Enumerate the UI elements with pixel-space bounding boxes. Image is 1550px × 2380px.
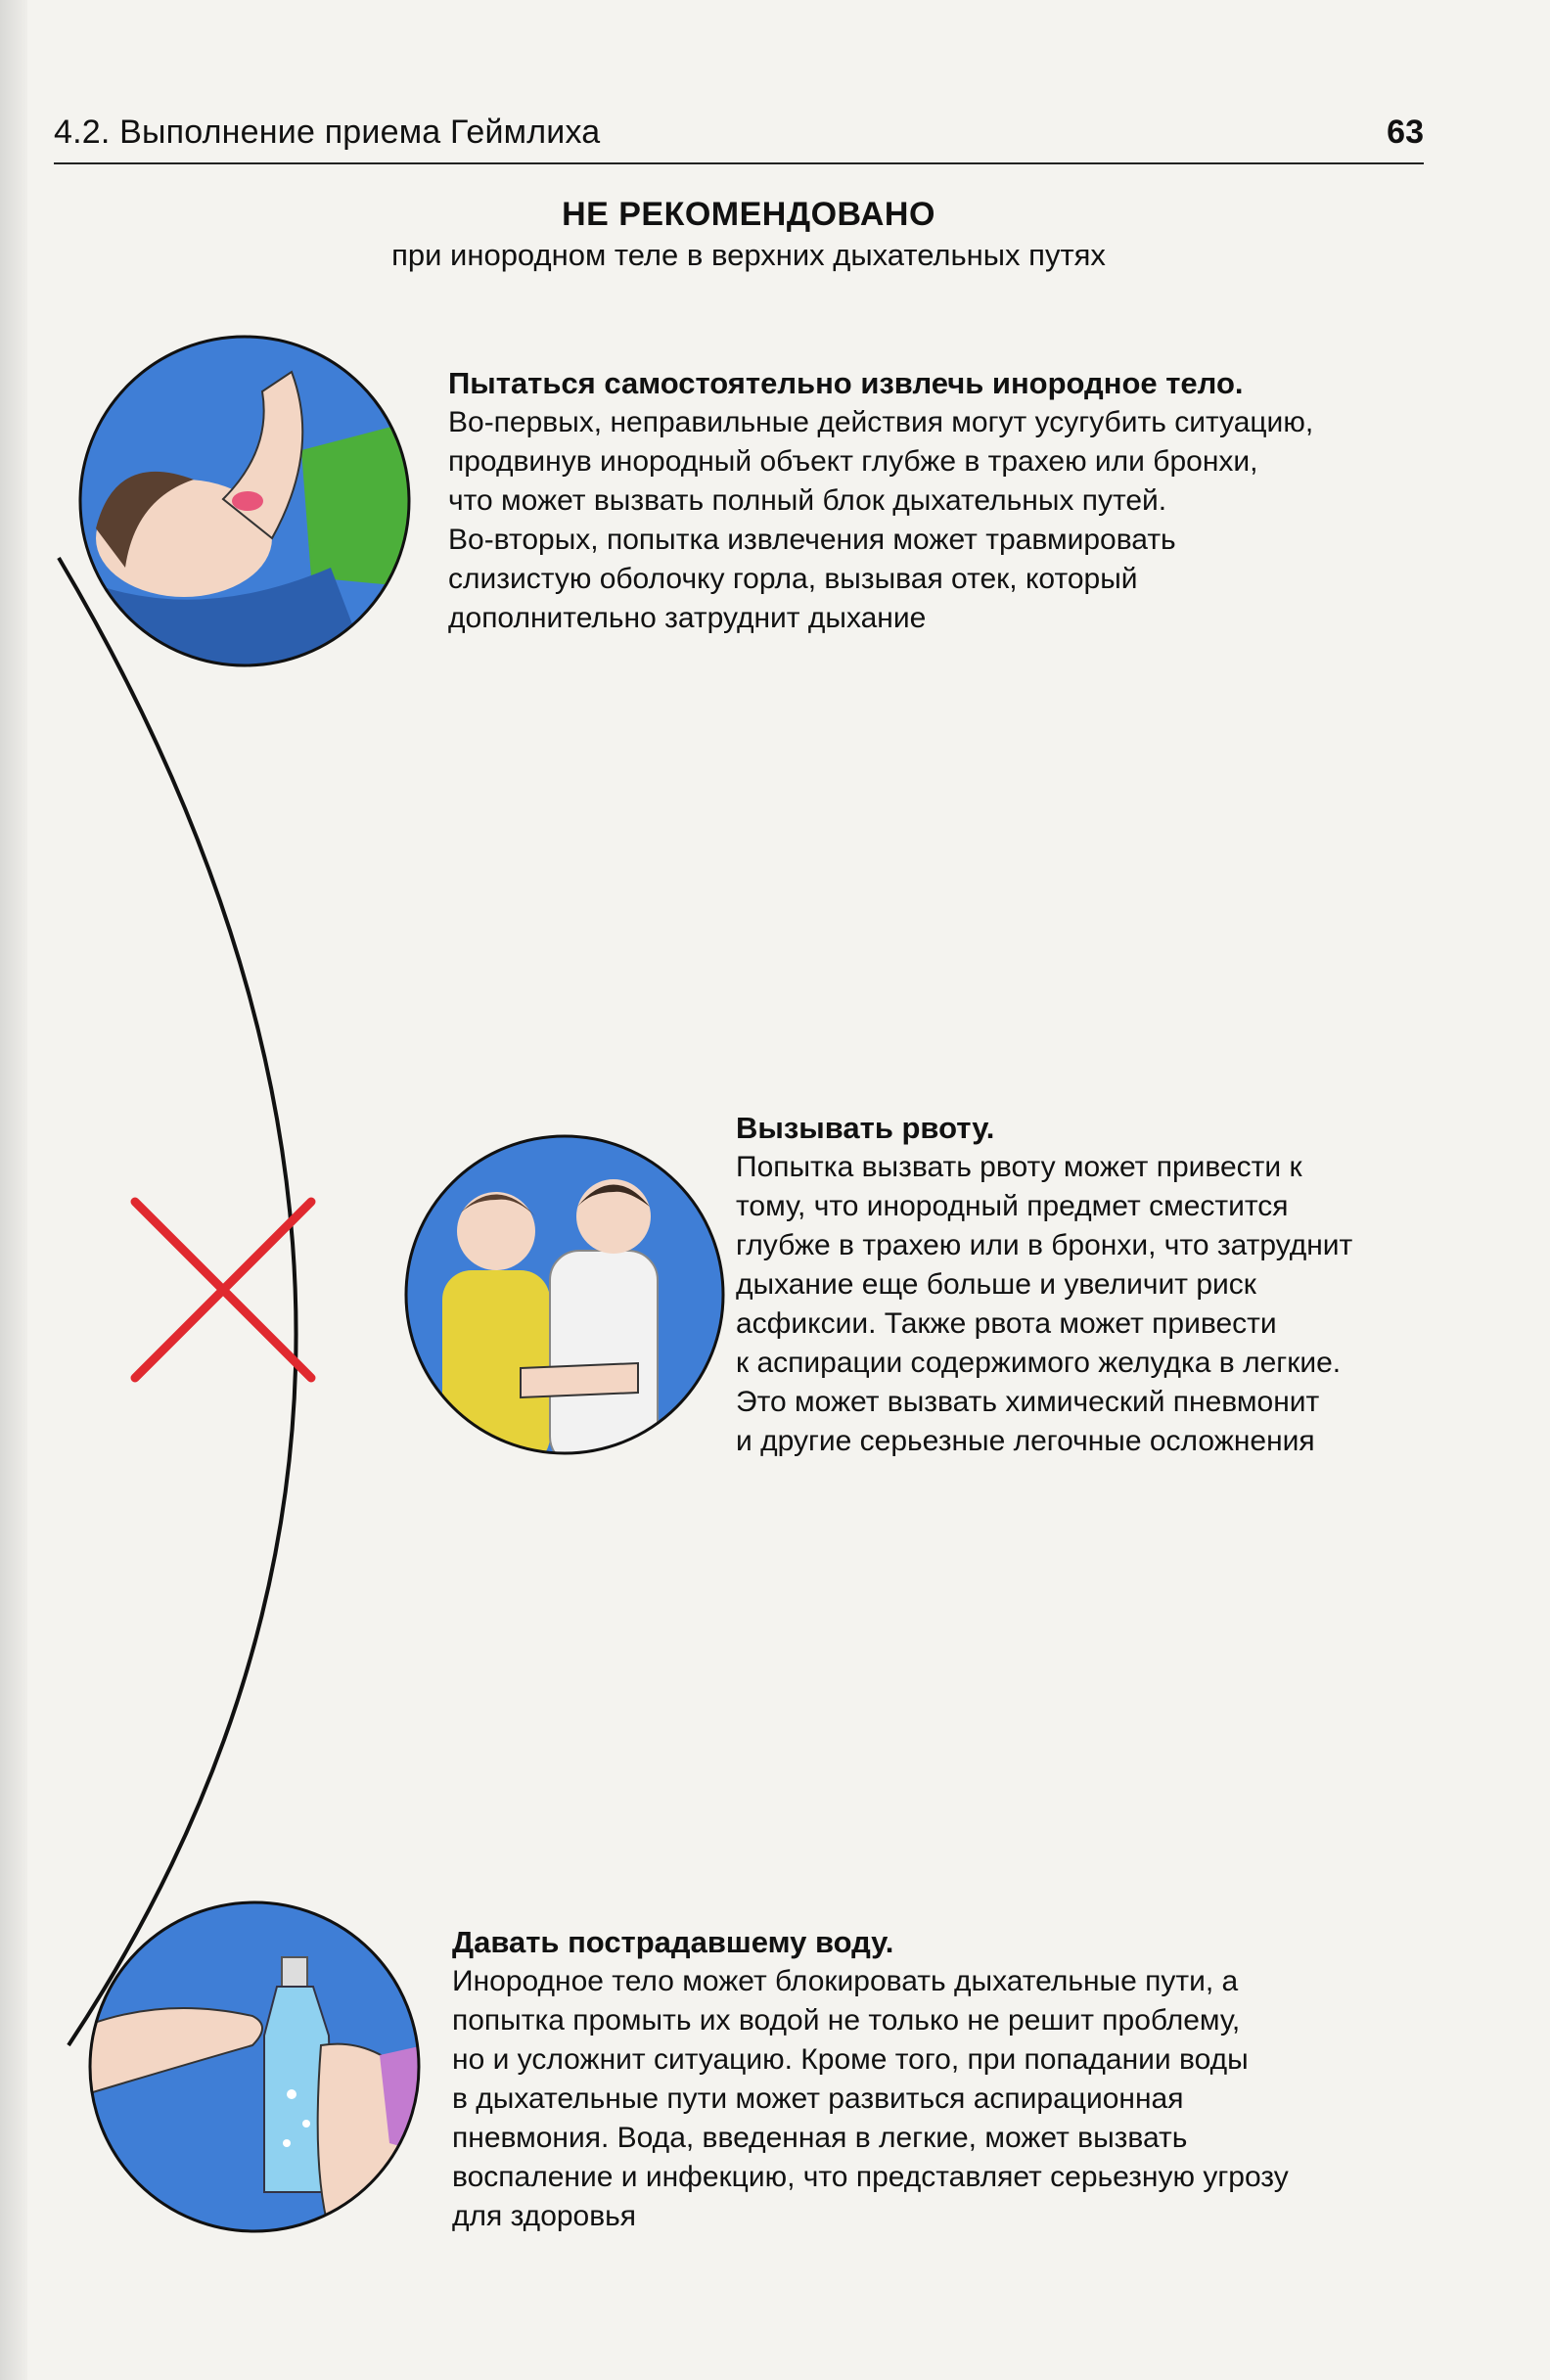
item-line: что может вызвать полный блок дыхательных путей.	[448, 484, 1167, 517]
item-line: попытка промыть их водой не только не решит проблему,	[452, 2004, 1241, 2037]
item-line: продвинув инородный объект глубже в трахею или бронхи,	[448, 445, 1258, 478]
item-line: асфиксии. Также рвота может привести	[736, 1307, 1277, 1340]
finger-sweep-icon	[76, 333, 414, 670]
item-line: воспаление и инфекцию, что представляет серьезную угрозу	[452, 2161, 1289, 2193]
item-give-water	[452, 1923, 1289, 2236]
page-subtitle: при инородном теле в верхних дыхательных путях	[391, 238, 1106, 272]
prohibition-cross-icon	[125, 1192, 321, 1388]
item-line: Попытка вызвать рвоту может привести к	[736, 1151, 1302, 1183]
item-line: тому, что инородный предмет сместится	[736, 1190, 1289, 1222]
item-line: Во-первых, неправильные действия могут усугубить ситуацию,	[448, 406, 1314, 438]
item-finger-sweep	[448, 364, 1313, 638]
item-line: дополнительно затруднит дыхание	[448, 602, 927, 634]
item-line: Это может вызвать химический пневмонит	[736, 1386, 1320, 1418]
section-title: 4.2. Выполнение приема Геймлиха	[54, 114, 601, 151]
induce-vomit-icon	[403, 1133, 726, 1456]
water-bottle-icon	[86, 1899, 424, 2236]
item-line: дыхание еще больше и увеличит риск	[736, 1268, 1256, 1301]
page-title: НЕ РЕКОМЕНДОВАНО	[562, 196, 935, 233]
item-heading: Пытаться самостоятельно извлечь инородное тело.	[448, 366, 1244, 400]
item-line: для здоровья	[452, 2200, 637, 2232]
page-number: 63	[1387, 114, 1424, 151]
item-line: но и усложнит ситуацию. Кроме того, при попадании воды	[452, 2043, 1249, 2076]
item-induce-vomit	[736, 1109, 1352, 1461]
item-line: и другие серьезные легочные осложнения	[736, 1425, 1315, 1457]
item-heading: Давать пострадавшему воду.	[452, 1925, 894, 1959]
item-line: Во-вторых, попытка извлечения может травмировать	[448, 524, 1176, 556]
item-line: в дыхательные пути может развиться аспирационная	[452, 2082, 1184, 2115]
item-heading: Вызывать рвоту.	[736, 1111, 995, 1145]
item-line: слизистую оболочку горла, вызывая отек, который	[448, 563, 1138, 595]
item-line: пневмония. Вода, введенная в легкие, может вызвать	[452, 2122, 1188, 2154]
item-line: к аспирации содержимого желудка в легкие.	[736, 1347, 1342, 1379]
item-line: глубже в трахею или в бронхи, что затруднит	[736, 1229, 1353, 1261]
item-line: Инородное тело может блокировать дыхательные пути, а	[452, 1965, 1239, 1997]
